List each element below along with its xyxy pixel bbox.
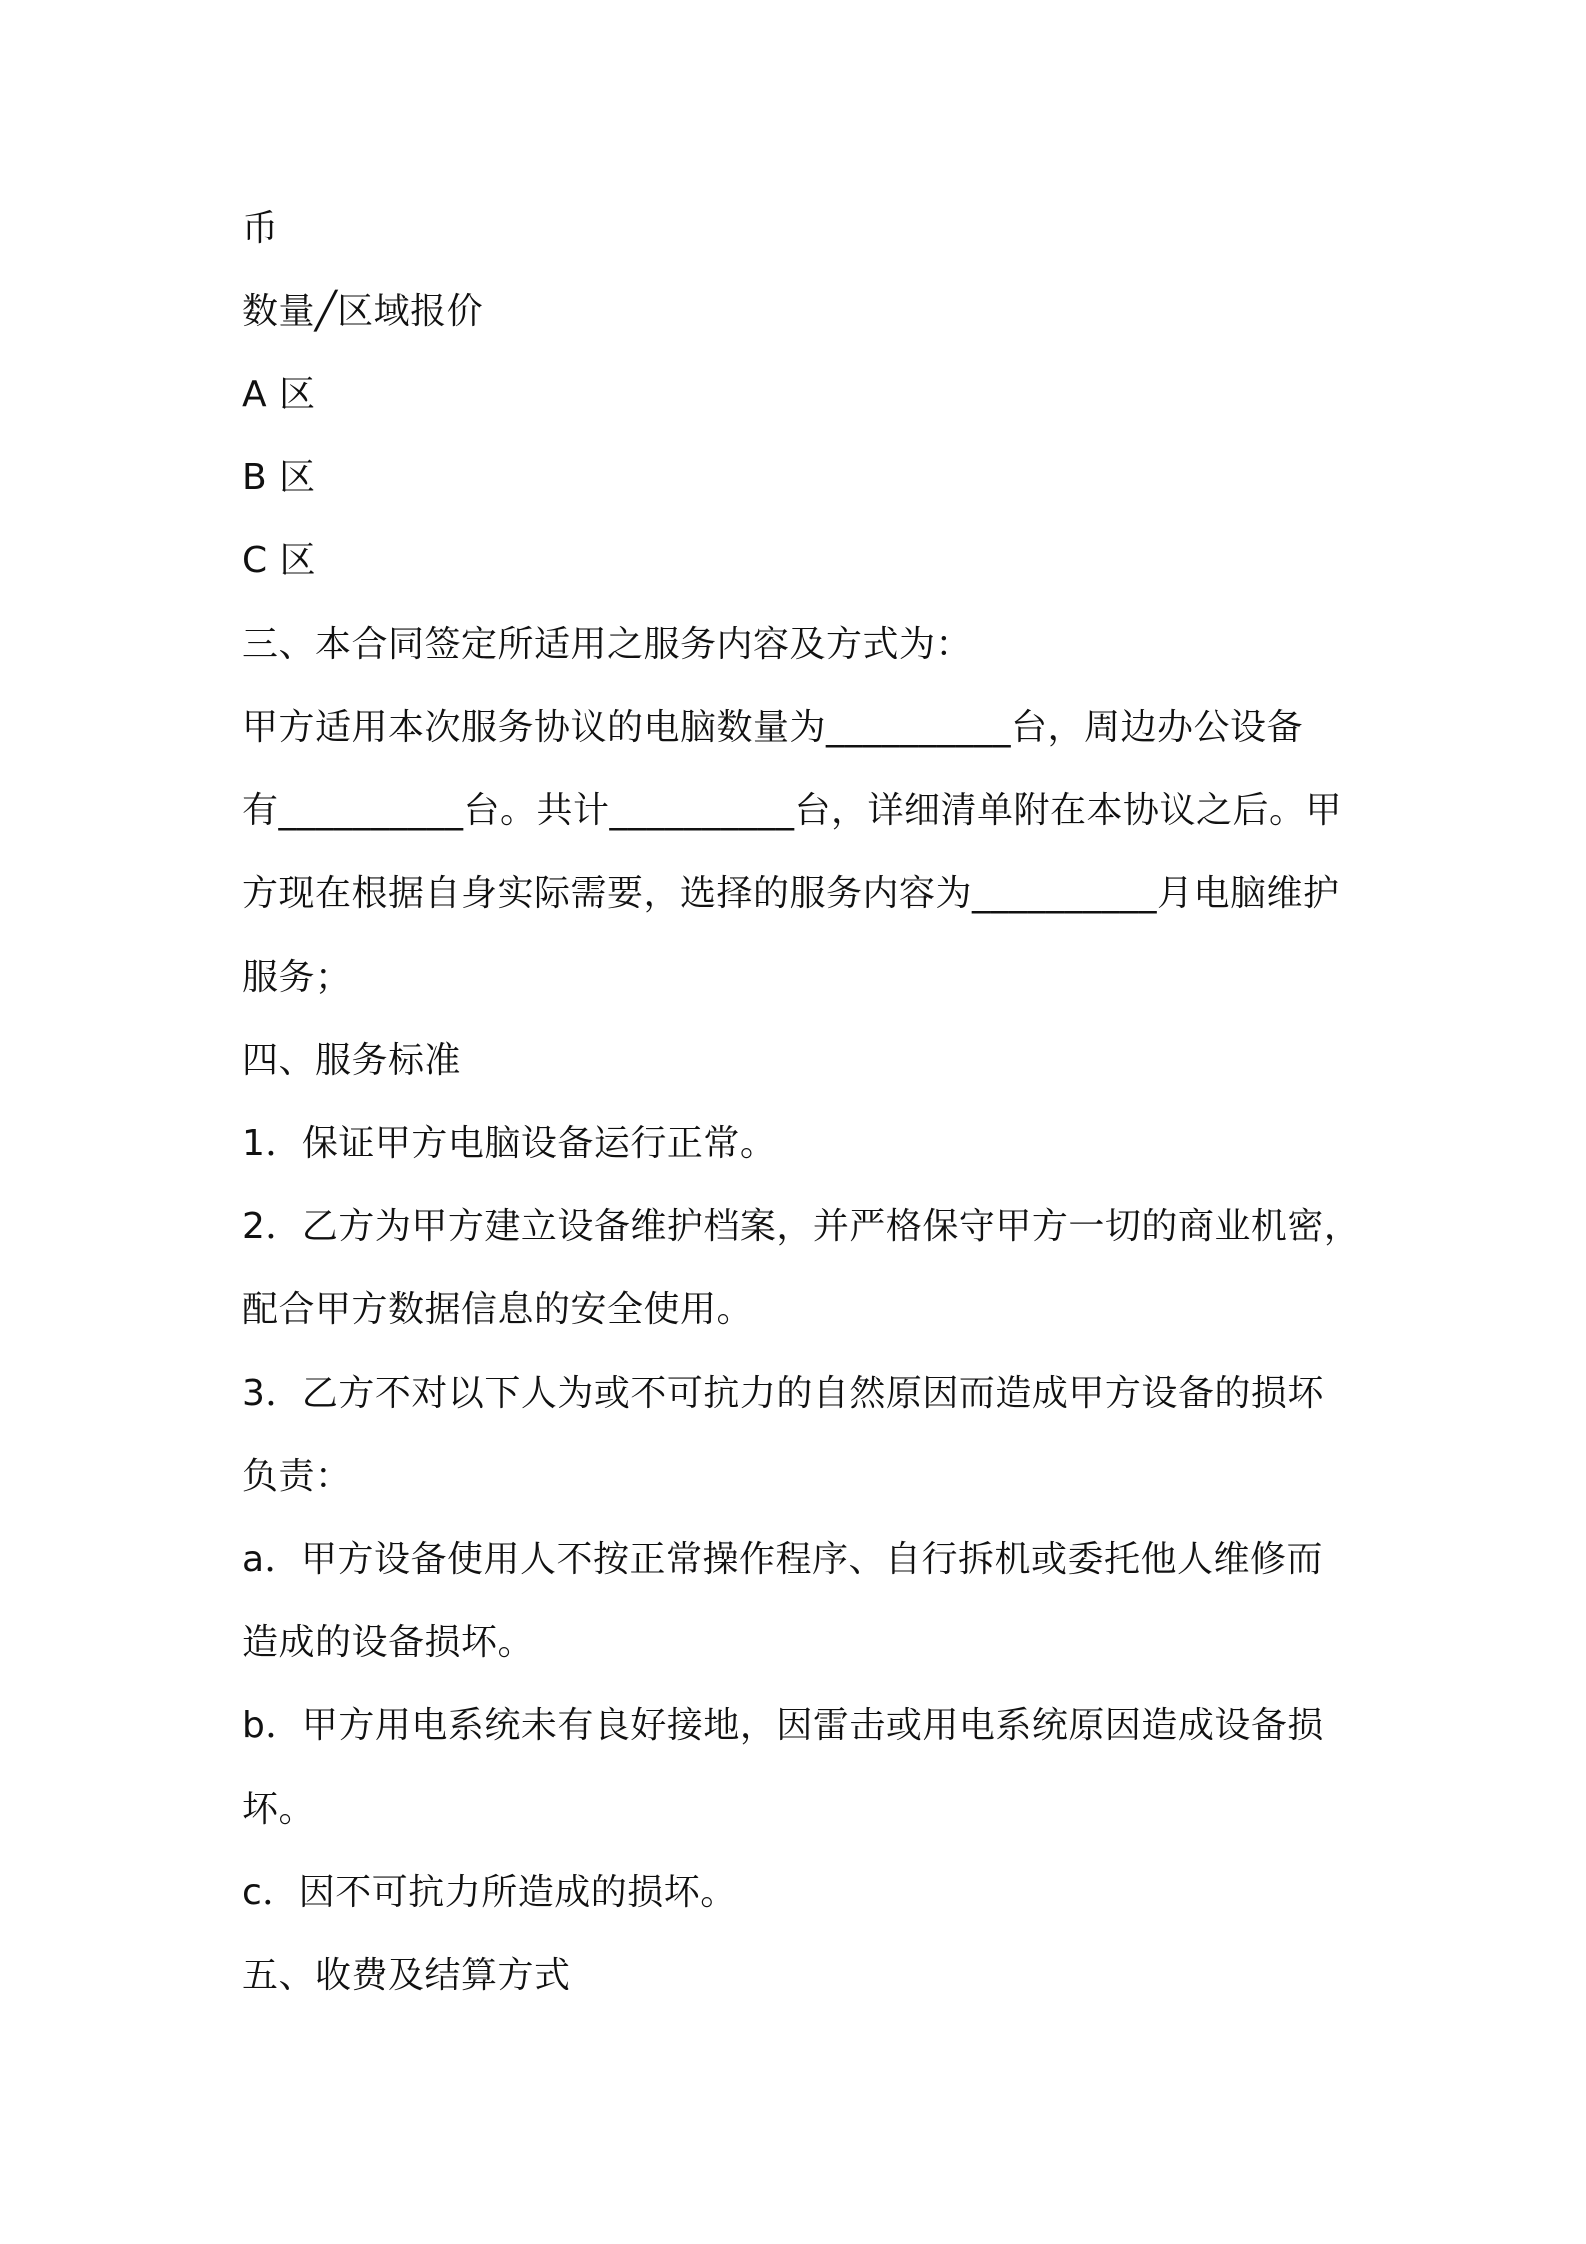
- list-item: b．甲方用电系统未有良好接地，因雷击或用电系统原因造成设备损: [242, 1705, 1324, 1746]
- section-heading: 五、收费及结算方式: [242, 1955, 571, 1996]
- list-item: 2．乙方为甲方建立设备维护档案，并严格保守甲方一切的商业机密，: [242, 1206, 1361, 1247]
- list-item: c．因不可抗力所造成的损坏。: [242, 1872, 737, 1913]
- list-item: a．甲方设备使用人不按正常操作程序、自行拆机或委托他人维修而: [242, 1539, 1324, 1580]
- text-line: A 区: [242, 374, 316, 415]
- text-line: 币: [242, 208, 279, 249]
- text-line: 负责：: [242, 1456, 352, 1497]
- list-item: 1．保证甲方电脑设备运行正常。: [242, 1123, 777, 1164]
- text-line: C 区: [242, 540, 317, 581]
- list-item: 3．乙方不对以下人为或不可抗力的自然原因而造成甲方设备的损坏: [242, 1373, 1324, 1414]
- section-heading: 四、服务标准: [242, 1040, 462, 1081]
- section-heading: 三、本合同签定所适用之服务内容及方式为：: [242, 624, 973, 665]
- text-line: 配合甲方数据信息的安全使用。: [242, 1289, 754, 1330]
- text-line: 甲方适用本次服务协议的电脑数量为__________台，周边办公设备: [242, 707, 1304, 748]
- text-line: 有__________台。共计__________台，详细清单附在本协议之后。甲: [242, 790, 1343, 831]
- text-line: 服务；: [242, 957, 352, 998]
- text-line: 方现在根据自身实际需要，选择的服务内容为__________月电脑维护: [242, 873, 1340, 914]
- text-line: 坏。: [242, 1789, 316, 1830]
- text-line: B 区: [242, 457, 316, 498]
- text-line: 造成的设备损坏。: [242, 1622, 535, 1663]
- text-line: 数量╱区域报价: [242, 291, 484, 332]
